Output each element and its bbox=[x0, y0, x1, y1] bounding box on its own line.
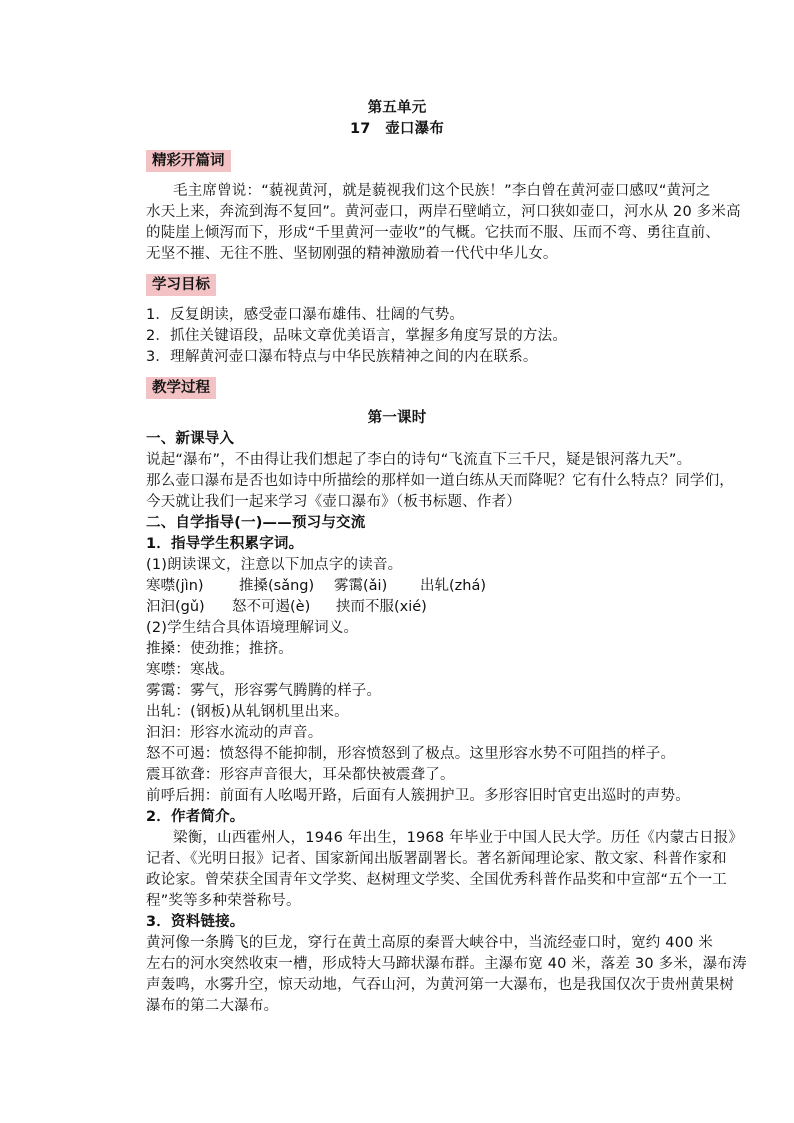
item2-heading: 2．作者简介。 bbox=[146, 809, 245, 825]
section-tag-goals: 学习目标 bbox=[146, 274, 216, 296]
resource-line: 瀑布的第二大瀑布。 bbox=[146, 998, 279, 1014]
unit-title: 第五单元 bbox=[367, 100, 427, 116]
definition: 雾霭：雾气，形容雾气腾腾的样子。 bbox=[146, 683, 382, 699]
definition: 汩汩：形容水流动的声音。 bbox=[146, 725, 323, 741]
author-line: 记者、《光明日报》记者、国家新闻出版署副署长。著名新闻理论家、散文家、科普作家和 bbox=[146, 851, 727, 867]
definition: 震耳欲聋：形容声音很大，耳朵都快被震聋了。 bbox=[146, 767, 455, 783]
pinyin-word: 怒不可遏(è) bbox=[232, 599, 311, 615]
resource-line: 声轰鸣，水雾升空，惊天动地，气吞山河，为黄河第一大瀑布，也是我国仅次于贵州黄果树 bbox=[146, 977, 734, 993]
intro-line: 今天就让我们一起来学习《壶口瀑布》（板书标题、作者） bbox=[146, 494, 521, 510]
pinyin-word: 出轧(zhá) bbox=[420, 578, 487, 594]
goal-item: 1．反复朗读，感受壶口瀑布雄伟、壮阔的气势。 bbox=[146, 307, 465, 323]
author-line: 梁衡，山西霍州人，1946 年出生，1968 年毕业于中国人民大学。历任《内蒙古日报》 bbox=[173, 830, 744, 846]
resource-line: 黄河像一条腾飞的巨龙，穿行在黄土高原的秦晋大峡谷中，当流经壶口时，宽约 400 米 bbox=[146, 935, 714, 951]
section-tag-process: 教学过程 bbox=[146, 377, 216, 399]
author-line: 政论家。曾荣获全国青年文学奖、赵树理文学奖、全国优秀科普作品奖和中宣部“五个一工 bbox=[146, 872, 728, 888]
goal-item: 2．抓住关键语段，品味文章优美语言，掌握多角度写景的方法。 bbox=[146, 328, 568, 344]
opening-line: 毛主席曾说：“藐视黄河，就是藐视我们这个民族！”李白曾在黄河壶口感叹“黄河之 bbox=[173, 183, 711, 199]
author-line: 程”奖等多种荣誉称号。 bbox=[146, 893, 301, 909]
intro-line: 说起“瀑布”，不由得让我们想起了李白的诗句“飞流直下三千尺，疑是银河落九天”。 bbox=[146, 452, 692, 468]
definition: 推搡：使劲推；推挤。 bbox=[146, 641, 293, 657]
definition: 前呼后拥：前面有人吆喝开路，后面有人簇拥护卫。多形容旧时官吏出巡时的声势。 bbox=[146, 788, 690, 804]
definition: 寒噤：寒战。 bbox=[146, 662, 235, 678]
definition: 出轧：(钢板)从轧钢机里出来。 bbox=[146, 704, 349, 720]
lesson-title: 17 壶口瀑布 bbox=[349, 121, 445, 137]
opening-line: 水天上来，奔流到海不复回”。黄河壶口，两岸石壁峭立，河口狭如壶口，河水从 20 多米高 bbox=[146, 204, 741, 220]
opening-line: 的陡崖上倾泻而下，形成“千里黄河一壶收”的气概。它扶而不服、压而不弯、勇往直前、 bbox=[146, 225, 721, 241]
pinyin-word: 推搡(sǎng) bbox=[239, 578, 315, 594]
item1-heading: 1．指导学生积累字词。 bbox=[146, 536, 304, 552]
section-tag-opening: 精彩开篇词 bbox=[146, 150, 231, 172]
intro-line: 那么壶口瀑布是否也如诗中所描绘的那样如一道白练从天而降呢？它有什么特点？同学们， bbox=[146, 473, 734, 489]
opening-line: 无坚不摧、无往不胜、坚韧刚强的精神激励着一代代中华儿女。 bbox=[146, 246, 558, 262]
resource-line: 左右的河水突然收束一槽，形成特大马蹄状瀑布群。主瀑布宽 40 米，落差 30 多米，瀑布涛 bbox=[146, 956, 747, 972]
self-study-heading: 二、自学指导(一)——预习与交流 bbox=[146, 515, 366, 531]
intro-heading: 一、新课导入 bbox=[146, 431, 235, 447]
pinyin-word: 汩汩(gǔ) bbox=[146, 599, 205, 615]
period-title: 第一课时 bbox=[367, 410, 427, 426]
item1-sub1: (1)朗读课文，注意以下加点字的读音。 bbox=[146, 557, 403, 573]
definition: 怒不可遏：愤怒得不能抑制，形容愤怒到了极点。这里形容水势不可阻挡的样子。 bbox=[146, 746, 676, 762]
pinyin-word: 雾霭(ǎi) bbox=[334, 578, 388, 594]
goal-item: 3．理解黄河壶口瀑布特点与中华民族精神之间的内在联系。 bbox=[146, 349, 538, 365]
item1-sub2: (2)学生结合具体语境理解词义。 bbox=[146, 620, 359, 636]
item3-heading: 3．资料链接。 bbox=[146, 914, 245, 930]
pinyin-word: 寒噤(jìn) bbox=[146, 578, 204, 594]
pinyin-word: 挟而不服(xié) bbox=[336, 599, 427, 615]
